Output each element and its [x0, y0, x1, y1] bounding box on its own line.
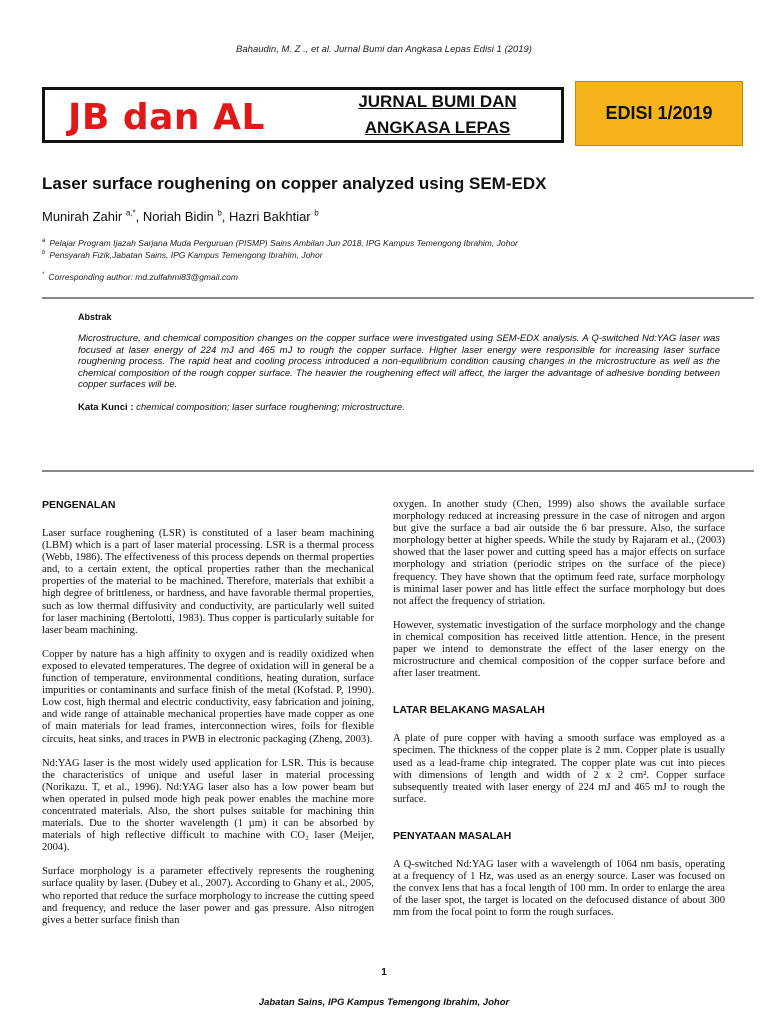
paragraph: oxygen. In another study (Chen, 1999) also shows the available surface morphology reduced at increasing pressure in the case of nitrogen and argon but give the surface a bad air outside the 6 bar pressure. Also, the surface morphology better at higher speeds. While the study by Rajaram et al., (2003) showed that the laser power and cutting speed has a major effects on surface morphology and striation (periodic stripes on the surface of the piece) frequency. They have shown that the optimum feed rate, surface morphology is minimal laser power and has little effect the surface morphology but does not affect the frequency of striation.	[393, 499, 725, 607]
paragraph: Laser surface roughening (LSR) is constituted of a laser beam machining (LBM) which is a part of laser material processing. LSR is a thermal process (Webb, 1986). The effectiveness of this process depends on thermal properties and, to a certain extent, the optical properties rather than the mechanical properties of the material to be machined. Therefore, materials that exhibit a high degree of brittleness, or hardness, and have favorable thermal properties, such as low thermal diffusivity and conductivity, are particularly well suited for laser machining (Bertolotti, 1983). Thus copper is particularly suitable for laser beam machining.	[42, 528, 374, 636]
keywords	[78, 402, 720, 413]
journal-name-line2: ANGKASA LEPAS	[364, 118, 511, 137]
running-citation: Bahaudin, M. Z ., et al. Jurnal Bumi dan Angkasa Lepas Edisi 1 (2019)	[236, 44, 532, 55]
paragraph: A Q-switched Nd:YAG laser with a wavelength of 1064 nm basis, operating at a frequency of 1 Hz, was used as an energy source. Laser was focused on the convex lens that has a focal length of 100 mm. In order to enlarge the area of the laser spot, the target is located on the defocused distance of about 300 mm from the focal point to form the rough surfaces.	[393, 858, 725, 919]
footer-institution: Jabatan Sains, IPG Kampus Temengong Ibrahim, Johor	[258, 997, 510, 1008]
affiliation-b: $^b$ Pensyarah Fizik,Jabatan Sains, IPG Kampus Temengong Ibrahim, Johor	[42, 250, 323, 260]
article-title: Laser surface roughening on copper analyzed using SEM-EDX	[42, 174, 547, 193]
body-column-left	[42, 499, 374, 939]
paragraph: However, systematic investigation of the surface morphology and the change in chemical composition has received little attention. Hence, in the present paper we intend to demonstrate the effect of the laser energy on the microstructure and chemical composition of the copper surface before and after laser treatment.	[393, 619, 725, 680]
keywords-list: chemical composition; laser surface roughening; microstructure.	[133, 402, 405, 413]
author-1: Munirah Zahir $^{a,*}$,	[42, 209, 143, 225]
journal-logo: JB dan AL	[68, 97, 265, 138]
paragraph: Nd:YAG laser is the most widely used application for LSR. This is because the characteristics of unique and useful laser in material processing (Norikazu. T, et al., 1996). Nd:YAG laser also has a low power beam but when operated in pulsed mode high peak power enables the machine more concentrated materials. Also, the short pulses suitable for machining thin materials. Due to the shorter wavelength (1 µm) it can be absorbed by materials of high reflective difficult to machine with CO₂ laser (Meijer, 2004).	[42, 757, 374, 854]
abstract-text: Microstructure, and chemical composition changes on the copper surface were investigated using SEM-EDX analysis. A Q-switched Nd:YAG laser was focused at laser energy of 224 mJ and 465 mJ to rough the copper surface. Higher laser energy were responsible for increasing laser surface roughening process. The rapid heat and cooling process introduced a non-equilibrium condition causing changes in the microstructure as well as the chemical composition of the rough copper surface. The heavier the roughening effect will affect, the larger the advantage of adhesive bonding between copper surfaces will be.	[78, 333, 720, 391]
edition-badge: EDISI 1/2019	[575, 81, 743, 146]
paragraph: Copper by nature has a high affinity to oxygen and is readily oxidized when exposed to elevated temperatures. The degree of oxidation will in general be a function of temperature, environmental conditions, heating duration, surface impurities or contaminants and surface finish of the metal (Kofstad. P, 1990). Low cost, high thermal and electric conductivity, easy fabrication and joining, and wide range of attainable mechanical properties have made copper as one of main materials for lead frames, interconnection wires, foils for flexible circuits, heat sinks, and traces in PWB in electronic packaging (Zheng, 2003).	[42, 648, 374, 745]
section-heading-latar-belakang: LATAR BELAKANG MASALAH	[393, 704, 545, 717]
body-column-right	[393, 499, 725, 931]
affiliation-a: $^a$ Pelajar Program Ijazah Sarjana Muda Perguruan (PISMP) Sains Ambilan Jun 2018, IPG Kampus Temengong Ibrahim, Johor	[42, 238, 518, 248]
author-2: Noriah Bidin $^b$,	[142, 209, 229, 225]
section-heading-pengenalan: PENGENALAN	[42, 499, 116, 511]
author-3: Hazri Bakhtiar $^b$	[229, 209, 319, 225]
paragraph: Surface morphology is a parameter effectively represents the roughening surface quality by laser. (Dubey et al., 2007). According to Ghany et al., 2005, who reported that reduce the surface morphology to increase the cutting speed and frequency, and reduce the laser power and gas pressure. Also nitrogen gives a better surface finish than	[42, 866, 374, 926]
journal-name-line1: JURNAL BUMI DAN	[358, 92, 517, 111]
paragraph: A plate of pure copper with having a smooth surface was employed as a specimen. The thickness of the copper plate is 2 mm. Copper plate is usually used as a lead-frame chip integrated. The copper plate was cut into pieces with dimensions of length and width of 2 x 2 cm². Copper surface subsequently treated with laser energy of 224 mJ and 465 mJ to rough the surface.	[393, 733, 725, 805]
section-heading-penyataan: PENYATAAN MASALAH	[393, 829, 512, 842]
keywords-label: Kata Kunci :	[78, 402, 134, 413]
page-number: 1	[381, 967, 387, 978]
abstract-heading: Abstrak	[78, 312, 112, 322]
author-list	[42, 209, 319, 224]
abstract-top-rule	[42, 297, 754, 299]
abstract-bottom-rule	[42, 470, 754, 472]
corresponding-author: * Corresponding author: md.zulfahmi83@gmail.com	[42, 272, 238, 282]
